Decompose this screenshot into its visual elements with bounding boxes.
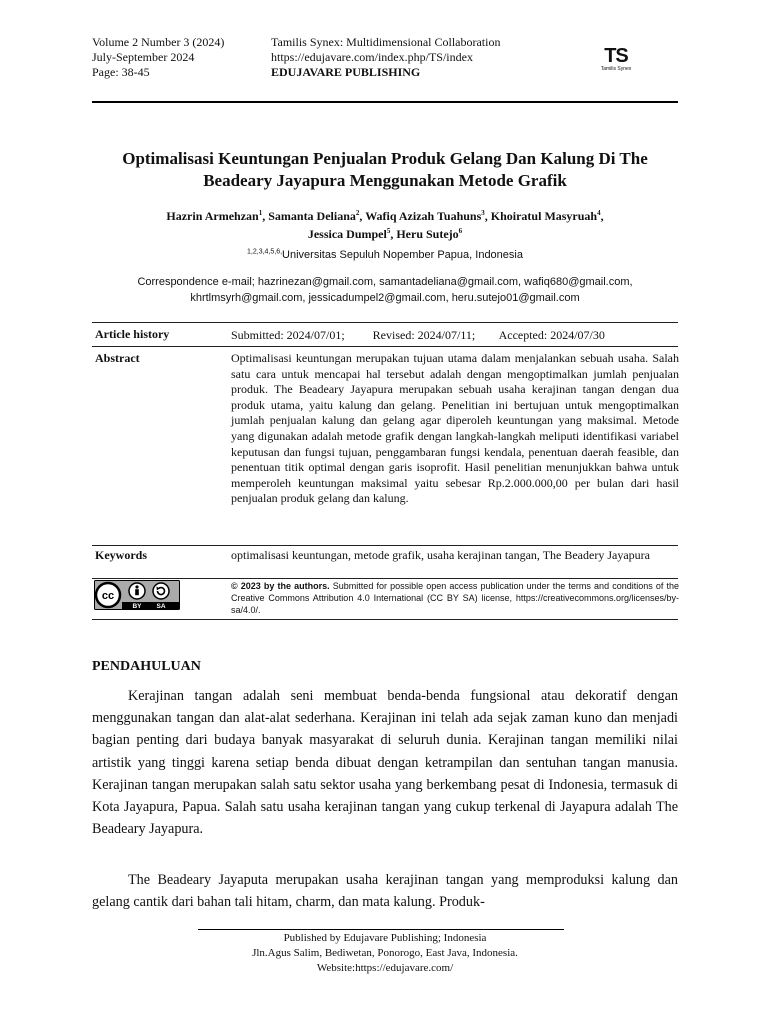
table-rule-abstract [92,545,678,546]
license-statement: Submitted for possible open access publication under the terms and conditions of the Creative Commons Attribution 4.0 International (CC BY SA) license, https://creativecommons.org/licenses/by-sa/4.0/. [231,581,679,615]
keywords-label: Keywords [95,548,147,562]
author-affiliation-mark: 3 [481,209,485,217]
history-label: Article history [95,327,170,341]
revised-date: Revised: 2024/07/11; [372,328,476,342]
table-rule-keywords [92,578,678,579]
author-name: Samanta Deliana [268,209,356,223]
period-info: July-September 2024 [92,50,195,64]
header-rule [92,101,678,103]
affiliation-text: Universitas Sepuluh Nopember Papua, Indonesia [282,249,523,261]
author-name: Khoiratul Masyruah [490,209,598,223]
cc-icon-text: cc [101,590,115,602]
author-affiliation-mark: 6 [458,227,463,235]
footer-rule [198,929,564,930]
paper-title: Optimalisasi Keuntungan Penjualan Produk Gelang Dan Kalung Di The Beadeary Jayapura Menggunakan Metode Grafik [122,149,648,190]
author-affiliation-mark: 2 [355,209,360,217]
keywords-text: optimalisasi keuntungan, metode grafik, usaha kerajinan tangan, The Beadery Jayapura [231,548,650,562]
page-info: Page: 38-45 [92,65,150,79]
correspondence-line-1: Correspondence e-mail; hazrinezan@gmail.com, samantadeliana@gmail.com, wafiq680@gmail.com, [137,276,633,288]
author-list [92,207,678,243]
header-center [271,35,500,80]
share-alike-icon [153,583,169,599]
table-rule-history [92,346,678,347]
affiliation [92,247,678,263]
footer-website[interactable]: Website:https://edujavare.com/ [316,962,454,974]
correspondence [92,274,678,306]
table-rule-top [92,322,678,323]
license-text [231,580,679,616]
logo-mark: TS [604,45,628,67]
author-affiliation-mark: 4 [597,209,601,217]
sa-label: SA [156,603,166,610]
footer-publisher: Published by Edujavare Publishing; Indonesia [283,932,487,944]
affiliation-marks: 1,2,3,4,5,6, [247,248,283,256]
author-affiliation-mark: 1 [258,209,263,217]
logo-caption: Tamilis Synex [600,66,632,72]
author-line-1: Hazrin Armehzan$^1$, Samanta Deliana$^2$, Wafiq Azizah Tuahuns$^3$, Khoiratul Masyruah$^4$, [166,209,604,223]
correspondence-line-2: khrtlmsyrh@gmail.com, jessicadumpel2@gmail.com, heru.sutejo01@gmail.com [190,292,580,304]
journal-logo [591,46,641,86]
author-affiliation-mark: 5 [386,227,391,235]
publisher-name: EDUJAVARE PUBLISHING [271,65,421,79]
table-rule-bottom [92,619,678,620]
abstract-label: Abstract [95,351,140,365]
copyright-notice: © 2023 by the authors. [231,581,330,591]
submitted-date: Submitted: 2024/07/01; [231,328,345,342]
accepted-date: Accepted: 2024/07/30 [498,328,605,342]
by-label: BY [132,603,142,610]
body-paragraph-1: Kerajinan tangan adalah seni membuat benda-benda fungsional atau dekoratif dengan menggunakan tangan dan alat-alat sederhana. Kerajinan ini telah ada sejak zaman kuno dan menjadi bagian penting dari budaya banyak masyarakat di seluruh dunia. Kerajinan tangan memiliki nilai artistik yang tinggi karena setiap benda dibuat dengan ketrampilan dan sentuhan tangan manusia. Kerajinan tangan merupakan salah satu sektor usaha yang berkembang pesat di Indonesia, termasuk di Kota Jayapura, Papua. Salah satu usaha kerajinan tangan yang cukup terkenal di Jayapura adalah The Beadeary Jayapura. [92,688,678,838]
author-line-2: Jessica Dumpel$^5$, Heru Sutejo$^6$ [307,227,463,241]
article-history [231,328,679,344]
journal-name: Tamilis Synex: Multidimensional Collaboration [271,35,501,49]
author-name: Hazrin Armehzan [166,209,259,223]
volume-info: Volume 2 Number 3 (2024) [92,35,225,49]
author-name: Wafiq Azizah Tuahuns [365,209,482,223]
cc-by-sa-badge [94,580,180,610]
author-name: Jessica Dumpel [307,227,387,241]
header-left [92,35,224,80]
author-name: Heru Sutejo [396,227,459,241]
body-paragraph-2: The Beadeary Jayaputa merupakan usaha kerajinan tangan yang memproduksi kalung dan gelang cantik dari bahan tali hitam, charm, dan mata kalung. Produk- [92,872,678,911]
abstract-text: Optimalisasi keuntungan merupakan tujuan utama dalam menjalankan sebuah usaha. Salah satu cara untuk mencapai hal tersebut adalah dengan mengoptimalkan jumlah penjualan produk. The Beadeary Jayapura merupakan sebuah usaha kerajinan tangan dengan dua produk utama, yaitu kalung dan gelang. Penelitian ini bertujuan untuk mengoptimalkan jumlah penjualan kalung dan gelang agar diperoleh keuntungan yang maksimal. Metode yang digunakan adalah metode grafik dengan langkah-langkah meliputi identifikasi variabel keputusan dan fungsi tujuan, penggambaran fungsi kendala, penentuan daerah feasible, dan penentuan titik optimal dengan garis isoprofit. Hasil penelitian menunjukkan bahwa untuk memperoleh keuntungan maksimal yaitu sebesar Rp.2.000.000,00 per bulan dari hasil penjualan produk gelang dan kalung. [231,351,679,506]
section-heading: PENDAHULUAN [92,659,201,674]
footer-address: Jln.Agus Salim, Bediwetan, Ponorogo, East Java, Indonesia. [252,947,518,959]
journal-url[interactable]: https://edujavare.com/index.php/TS/index [271,50,473,64]
